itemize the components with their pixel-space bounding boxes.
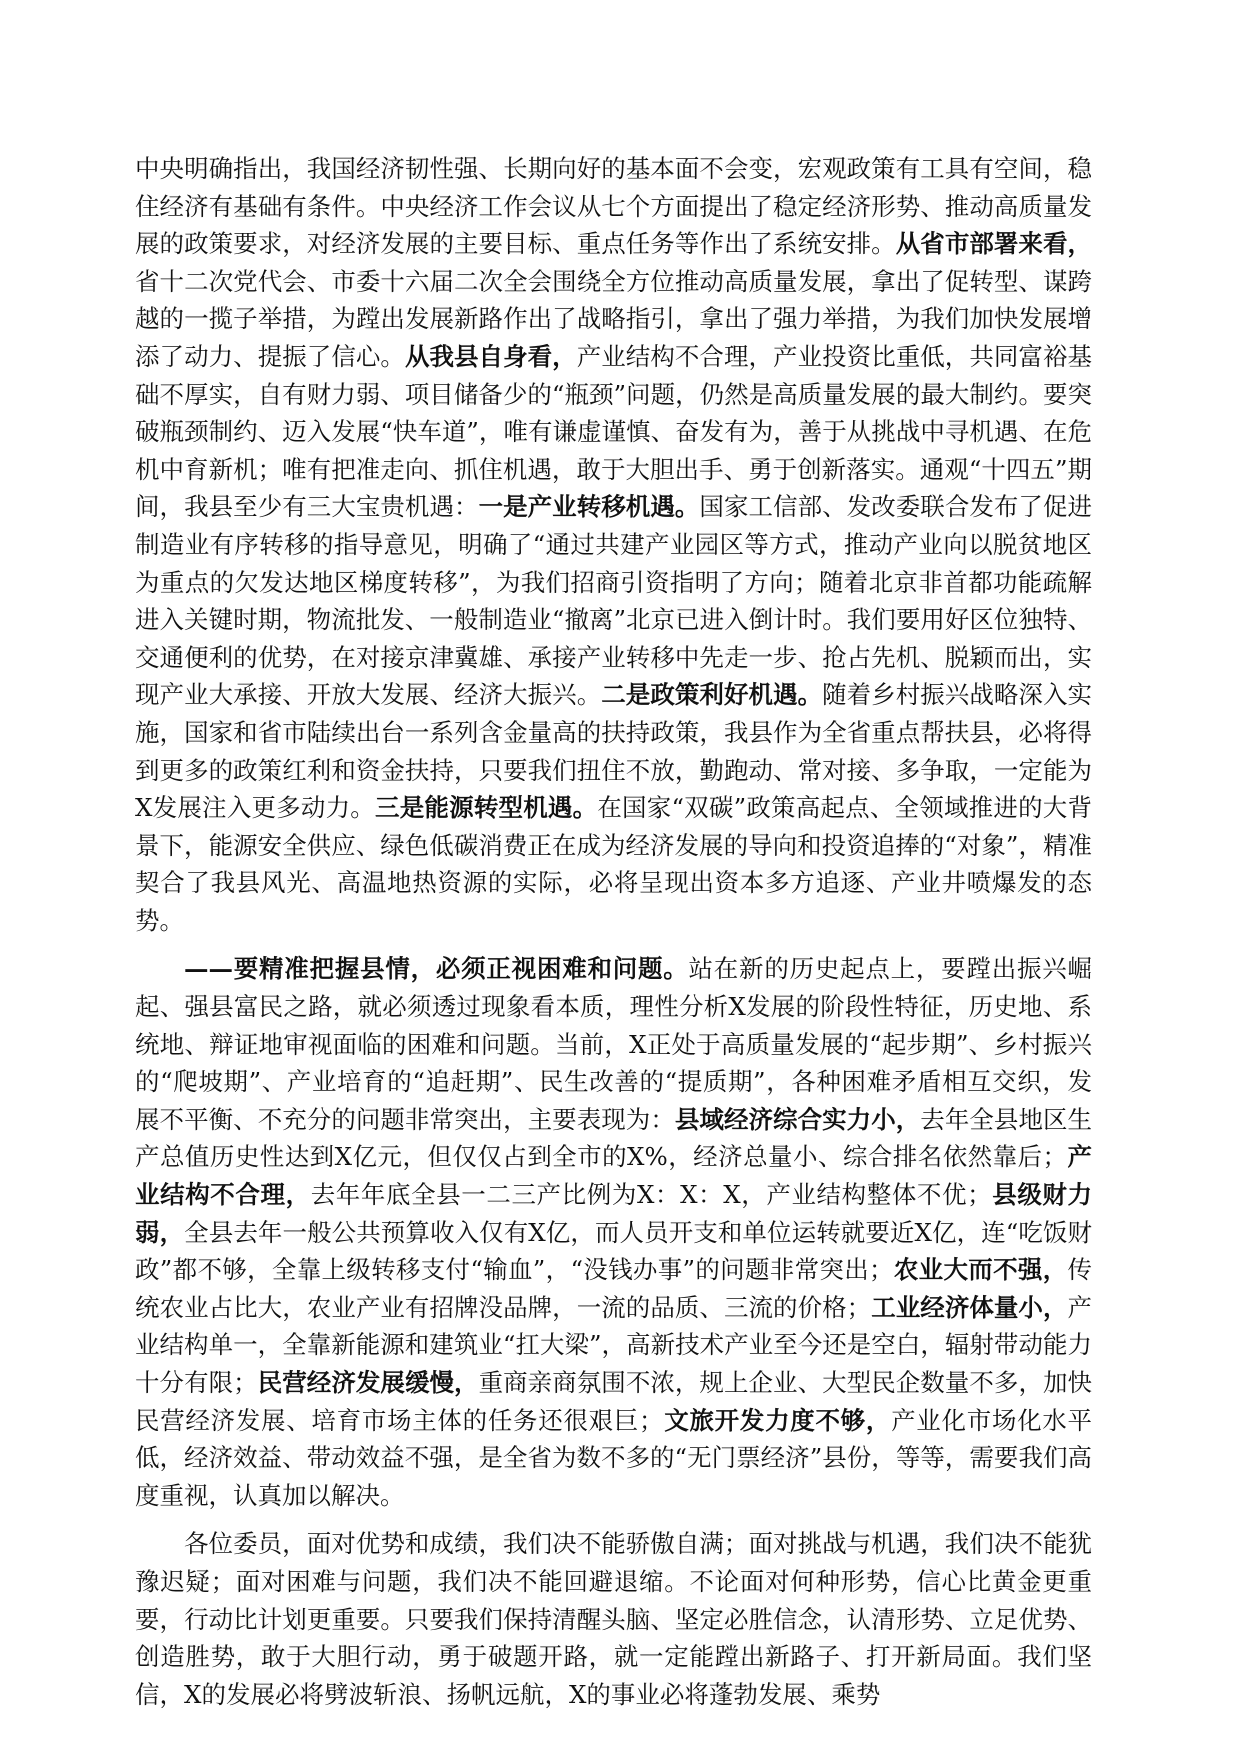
emphasis-text: 一是产业转移机遇。 <box>478 492 700 522</box>
body-text: 重商亲商氛围不浓，规上企业、大型民企数量不多，加快民营经济发展、培育市场主体的任务还很艰巨； <box>135 1368 1093 1435</box>
emphasis-text: ——要精准把握县情，必须正视困难和问题。 <box>184 954 689 984</box>
emphasis-text: 民营经济发展缓慢， <box>257 1368 479 1397</box>
body-text: 产业结构不合理，产业投资比重低，共同富裕基础不厚实，自有财力弱、项目储备少的“瓶颈”问题，仍然是高质量发展的最大制约。要突破瓶颈制约、迈入发展“快车道”，唯有谦虚谨慎、奋发有为，善于从挑战中寻机遇、在危机中育新机；唯有把准走向、抓住机遇，敢于大胆出手、勇于创新落实。通观“十四五”期间，我县至少有三大宝贵机遇： <box>135 341 1093 522</box>
emphasis-text: 县级财力弱， <box>135 1180 1093 1247</box>
body-text: 国家工信部、发改委联合发布了促进制造业有序转移的指导意见，明确了“通过共建产业园区等方式，推动产业向以脱贫地区为重点的欠发达地区梯度转移”，为我们招商引资指明了方向；随着北京非首都功能疏解进入关键时期，物流批发、一般制造业“撤离”北京已进入倒计时。我们要用好区位独特、交通便利的优势，在对接京津冀雄、承接产业转移中先走一步、抢占先机、脱颖而出，实现产业大承接、开放大发展、经济大振兴。 <box>135 492 1093 710</box>
emphasis-text: 三是能源转型机遇。 <box>375 793 598 823</box>
body-paragraph <box>135 150 1092 939</box>
body-text: 站在新的历史起点上，要蹚出振兴崛起、强县富民之路，就必须透过现象看本质，理性分析X发展的阶段性特征，历史地、系统地、辩证地审视面临的困难和问题。当前，X正处于高质量发展的“起步期”、乡村振兴的“爬坡期”、产业培育的“追赶期”、民生改善的“提质期”，各种困难矛盾相互交织，发展不平衡、不充分的问题非常突出，主要表现为： <box>135 954 1093 1134</box>
body-text: 去年全县地区生产总值历史性达到X亿元，但仅仅占到全市的X%，经济总量小、综合排名依然靠后； <box>135 1104 1093 1172</box>
body-text: 在国家“双碳”政策高起点、全领域推进的大背景下，能源安全供应、绿色低碳消费正在成为经济发展的导向和投资追捧的“对象”，精准契合了我县风光、高温地热资源的实际，必将呈现出资本多方追逐、产业井喷爆发的态势。 <box>135 793 1092 935</box>
body-text: 产业化市场化水平低，经济效益、带动效益不强，是全省为数不多的“无门票经济”县份，等等，需要我们高度重视，认真加以解决。 <box>135 1405 1093 1510</box>
emphasis-text: 工业经济体量小， <box>871 1292 1068 1322</box>
emphasis-text: 县域经济综合实力小， <box>674 1104 921 1134</box>
body-paragraph <box>135 950 1092 1514</box>
body-text: 全县去年一般公共预算收入仅有X亿，而人员开支和单位运转就要近X亿，连“吃饭财政”都不够，全靠上级转移支付“输血”，“没钱办事”的问题非常突出； <box>135 1217 1093 1285</box>
body-text: 随着乡村振兴战略深入实施，国家和省市陆续出台一系列含金量高的扶持政策，我县作为全省重点帮扶县，必将得到更多的政策红利和资金扶持，只要我们扭住不放，勤跑动、常对接、多争取，一定能为X发展注入更多动力。 <box>135 680 1093 823</box>
document-page <box>135 150 1092 1713</box>
emphasis-text: 从我县自身看， <box>404 341 577 371</box>
body-text: 省十二次党代会、市委十六届二次全会围绕全方位推动高质量发展，拿出了促转型、谋跨越的一揽子举措，为蹚出发展新路作出了战略指引，拿出了强力举措，为我们加快发展增添了动力、提振了信心。 <box>135 266 1092 371</box>
emphasis-text: 农业大而不强， <box>893 1255 1068 1285</box>
body-text: 产业结构单一，全靠新能源和建筑业“扛大梁”，高新技术产业至今还是空白，辐射带动能力十分有限； <box>135 1292 1093 1397</box>
emphasis-text: 从省市部署来看， <box>895 229 1093 259</box>
body-text: 中央明确指出，我国经济韧性强、长期向好的基本面不会变，宏观政策有工具有空间，稳住经济有基础有条件。中央经济工作会议从七个方面提出了稳定经济形势、推动高质量发展的政策要求，对经济发展的主要目标、重点任务等作出了系统安排。 <box>135 154 1092 259</box>
body-paragraph <box>135 1525 1092 1713</box>
body-text: 各位委员，面对优势和成绩，我们决不能骄傲自满；面对挑战与机遇，我们决不能犹豫迟疑；面对困难与问题，我们决不能回避退缩。不论面对何种形势，信心比黄金更重要，行动比计划更重要。只要我们保持清醒头脑、坚定必胜信念，认清形势、立足优势、创造胜势，敢于大胆行动，勇于破题开路，就一定能蹚出新路子、打开新局面。我们坚信，X的发展必将劈波斩浪、扬帆远航，X的事业必将蓬勃发展、乘势 <box>135 1529 1092 1709</box>
emphasis-text: 二是政策利好机遇。 <box>601 680 823 710</box>
emphasis-text: 产业结构不合理， <box>135 1142 1093 1210</box>
emphasis-text: 文旅开发力度不够， <box>663 1405 892 1435</box>
body-text: 去年年底全县一二三产比例为X：X：X，产业结构整体不优； <box>310 1180 992 1210</box>
body-text: 传统农业占比大，农业产业有招牌没品牌，一流的品质、三流的价格； <box>135 1255 1093 1322</box>
